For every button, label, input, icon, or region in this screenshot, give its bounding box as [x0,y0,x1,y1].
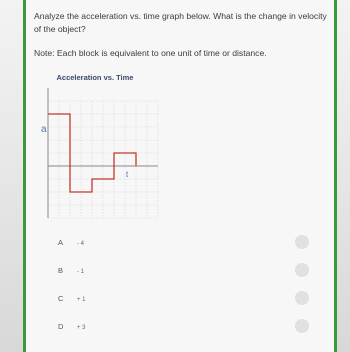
acceleration-chart [30,80,170,230]
option-d[interactable] [40,317,320,343]
option-letter: D [58,322,64,331]
option-value: - 4 [77,241,85,247]
option-value: + 3 [77,325,86,331]
radio-icon[interactable] [295,319,309,333]
radio-icon[interactable] [295,291,309,305]
chart-title: Acceleration vs. Time [56,73,134,82]
option-a[interactable] [40,233,320,259]
option-letter: C [58,294,64,303]
option-value: + 1 [77,297,86,303]
option-letter: A [58,238,64,247]
option-value: - 1 [77,269,85,275]
y-axis-label: a [41,124,47,135]
question-note: Note: Each block is equivalent to one unit of time or distance. [34,48,267,58]
chart-grid [48,101,158,218]
question-text: Analyze the acceleration vs. time graph below. What is the change in velocity of the object? [34,11,327,34]
option-letter: B [58,266,64,275]
option-c[interactable] [40,289,320,315]
radio-icon[interactable] [295,235,309,249]
radio-icon[interactable] [295,263,309,277]
x-axis-label: t [126,170,129,179]
option-b[interactable] [40,261,320,287]
